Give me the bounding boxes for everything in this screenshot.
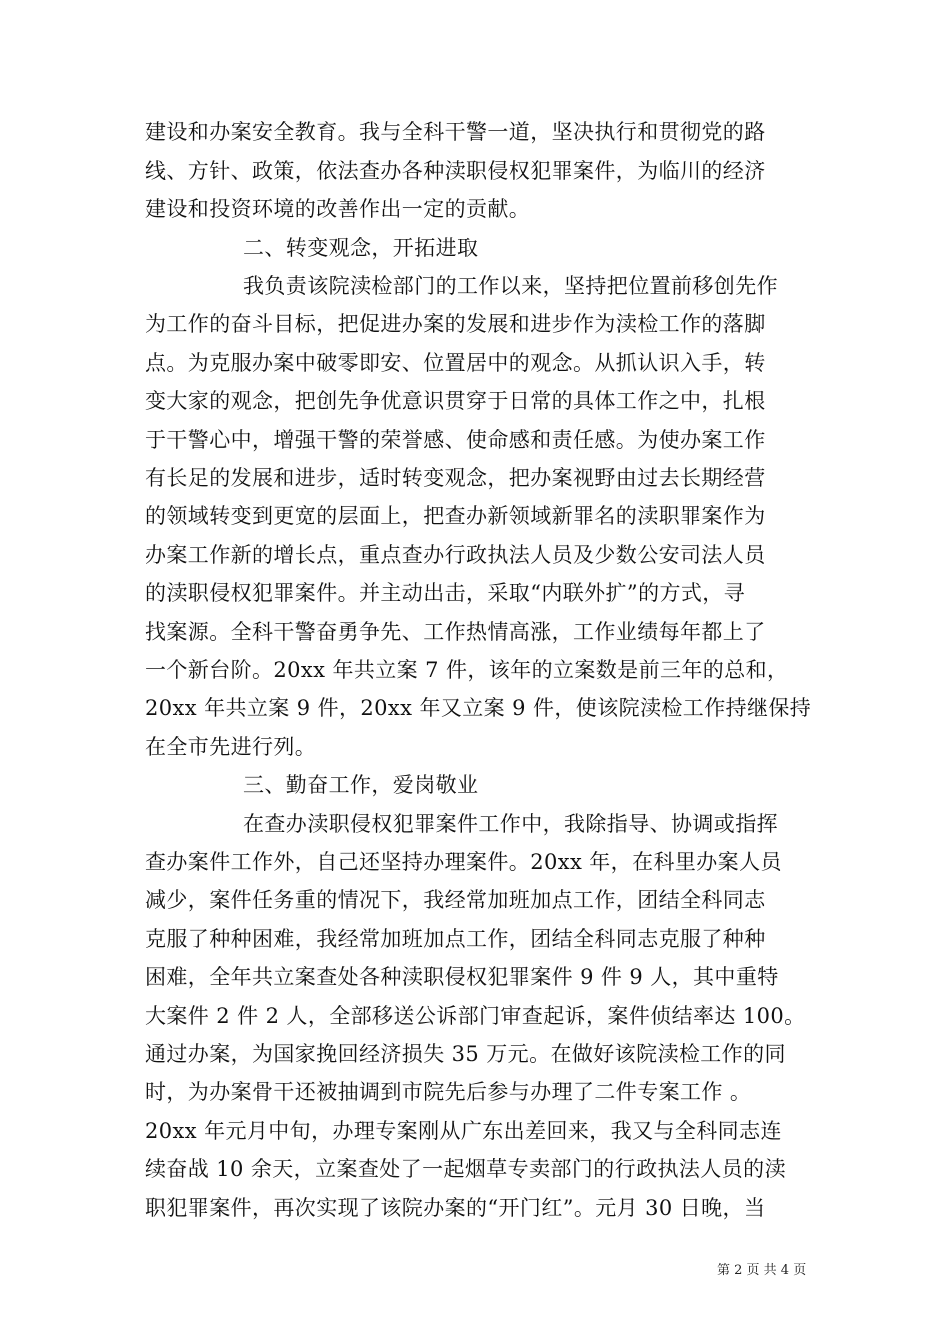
text-line: 在全市先进行列。 [145,735,317,759]
text-line: 续奋战 10 余天，立案查处了一起烟草专卖部门的行政执法人员的渎 [145,1157,786,1181]
text-line: 减少，案件任务重的情况下，我经常加班加点工作，团结全科同志 [145,888,766,912]
text-line: 的渎职侵权犯罪案件。并主动出击，采取“内联外扩”的方式，寻 [145,581,746,605]
text-line: 点。为克服办案中破零即安、位置居中的观念。从抓认识入手，转 [145,351,766,375]
section-heading: 三、勤奋工作，爱岗敬业 [243,773,479,797]
text-line: 职犯罪案件，再次实现了该院办案的“开门红”。元月 30 日晚，当 [145,1196,766,1220]
text-line: 我负责该院渎检部门的工作以来，坚持把位置前移创先作 [243,274,778,298]
text-line: 克服了种种困难，我经常加班加点工作，团结全科同志克服了种种 [145,927,766,951]
section-heading: 二、转变观念，开拓进取 [243,236,479,260]
text-line: 时，为办案骨干还被抽调到市院先后参与办理了二件专案工作 。 [145,1080,752,1104]
page-number: 第 2 页 共 4 页 [717,1263,807,1278]
text-line: 20xx 年共立案 9 件，20xx 年又立案 9 件，使该院渎检工作持继保持 [145,696,812,720]
text-line: 建设和投资环境的改善作出一定的贡献。 [145,197,531,221]
text-line: 查办案件工作外，自己还坚持办理案件。20xx 年，在科里办案人员 [145,850,782,874]
text-line: 为工作的奋斗目标，把促进办案的发展和进步作为渎检工作的落脚 [145,312,766,336]
text-line: 的领域转变到更宽的层面上，把查办新领域新罪名的渎职罪案作为 [145,504,766,528]
text-line: 通过办案，为国家挽回经济损失 35 万元。在做好该院渎检工作的同 [145,1042,786,1066]
text-line: 一个新台阶。20xx 年共立案 7 件，该年的立案数是前三年的总和， [145,658,789,682]
text-line: 困难，全年共立案查处各种渎职侵权犯罪案件 9 件 9 人，其中重特 [145,965,779,989]
text-line: 20xx 年元月中旬，办理专案刚从广东出差回来，我又与全科同志连 [145,1119,782,1143]
text-line: 变大家的观念，把创先争优意识贯穿于日常的具体工作之中，扎根 [145,389,766,413]
text-line: 办案工作新的增长点，重点查办行政执法人员及少数公安司法人员 [145,543,766,567]
text-line: 于干警心中，增强干警的荣誉感、使命感和责任感。为使办案工作 [145,428,766,452]
text-line: 大案件 2 件 2 人，全部移送公诉部门审查起诉，案件侦结率达 100。 [145,1004,806,1028]
text-line: 建设和办案安全教育。我与全科干警一道，坚决执行和贯彻党的路 [145,120,766,144]
text-line: 在查办渎职侵权犯罪案件工作中，我除指导、协调或指挥 [243,812,778,836]
text-line: 线、方针、政策，依法查办各种渎职侵权犯罪案件，为临川的经济 [145,159,766,183]
text-line: 找案源。全科干警奋勇争先、工作热情高涨，工作业绩每年都上了 [145,620,766,644]
text-line: 有长足的发展和进步，适时转变观念，把办案视野由过去长期经营 [145,466,766,490]
